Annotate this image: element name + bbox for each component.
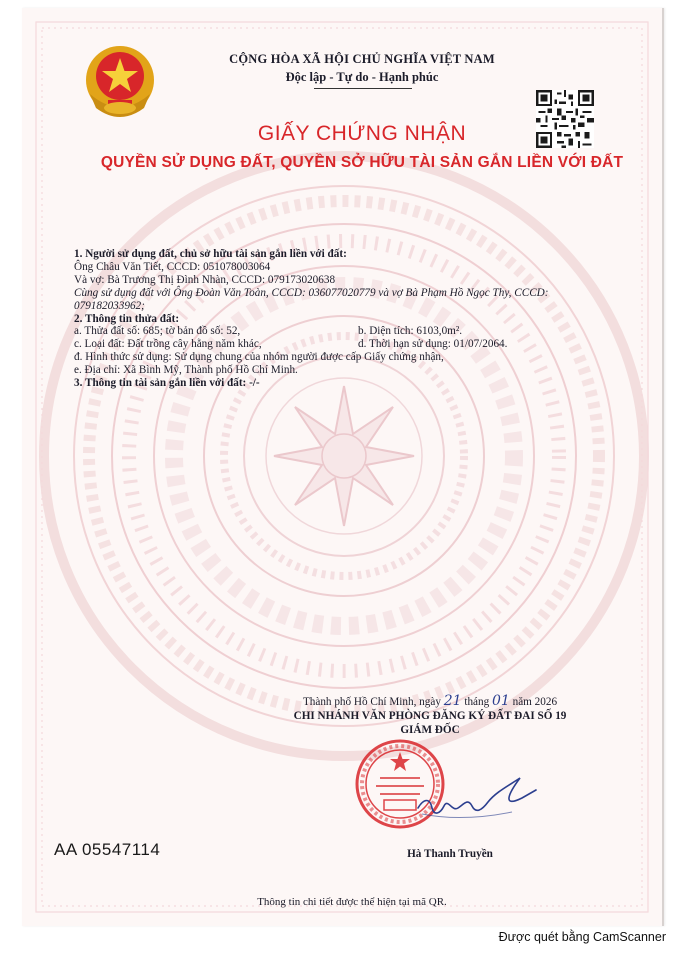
- director-signature: [412, 768, 542, 838]
- section2-heading: 2. Thông tin thửa đất:: [74, 312, 180, 325]
- usage-term: d. Thời hạn sử dụng: 01/07/2064.: [358, 338, 508, 351]
- certificate-body: [74, 248, 634, 390]
- parcel-number: a. Thửa đất số: 685; tờ bản đồ số: 52,: [74, 325, 241, 338]
- date-month: 01: [492, 693, 510, 709]
- serial-number: AA 05547114: [54, 840, 161, 859]
- section1-heading: 1. Người sử dụng đất, chủ sở hữu tài sản gắn liền với đất:: [74, 248, 347, 260]
- date-month-word: tháng: [464, 696, 490, 708]
- section3-heading: 3. Thông tin tài sản gắn liền với đất: -/-: [74, 377, 260, 390]
- nation-motto: Độc lập - Tự do - Hạnh phúc: [285, 70, 439, 84]
- national-emblem: [78, 38, 162, 128]
- signature-block: [250, 694, 610, 737]
- motto-underline: [314, 88, 412, 89]
- signer-position: GIÁM ĐỐC: [400, 724, 460, 736]
- nation-name: CỘNG HÒA XÃ HỘI CHỦ NGHĨA VIỆT NAM: [229, 52, 495, 66]
- parcel-address: e. Địa chỉ: Xã Bình Mỹ, Thành phố Hồ Chí Minh.: [74, 364, 298, 377]
- issuing-office: CHI NHÁNH VĂN PHÒNG ĐĂNG KÝ ĐẤT ĐAI SỐ 19: [293, 710, 567, 722]
- parcel-row-2: [74, 338, 634, 351]
- spouse-line: Và vợ: Bà Trương Thị Đình Nhàn, CCCD: 079173020638: [74, 273, 336, 286]
- qr-footnote: Thông tin chi tiết được thể hiện tại mã QR.: [257, 896, 447, 908]
- co-owner-line-cont: 079182033962;: [74, 299, 145, 312]
- scanner-watermark: Được quét bằng CamScanner: [498, 930, 666, 944]
- issue-date: [250, 694, 610, 709]
- signer-name: Hà Thanh Truyền: [407, 848, 493, 860]
- land-type: c. Loại đất: Đất trồng cây hằng năm khác,: [74, 338, 262, 351]
- parcel-area: b. Diện tích: 6103,0m².: [358, 325, 463, 338]
- date-prefix: Thành phố Hồ Chí Minh, ngày: [302, 696, 441, 708]
- date-year: năm 2026: [512, 696, 558, 708]
- certificate-title: GIẤY CHỨNG NHẬN: [257, 122, 467, 145]
- co-owner-line: Cùng sử dụng đất với Ông Đoàn Văn Toàn, CCCD: 036077020779 và vợ Bà Phạm Hồ Ngọc Thy, CCCD:: [74, 286, 549, 299]
- usage-form: đ. Hình thức sử dụng: Sử dụng chung của nhóm người được cấp Giấy chứng nhận,: [74, 351, 444, 364]
- certificate-sheet: [22, 8, 664, 926]
- date-day: 21: [443, 693, 462, 709]
- owner-line: Ông Châu Văn Tiết, CCCD: 051078003064: [74, 260, 271, 273]
- parcel-row-1: [74, 325, 634, 338]
- certificate-subtitle: QUYỀN SỬ DỤNG ĐẤT, QUYỀN SỞ HỮU TÀI SẢN GẮN LIỀN VỚI ĐẤT: [100, 154, 624, 171]
